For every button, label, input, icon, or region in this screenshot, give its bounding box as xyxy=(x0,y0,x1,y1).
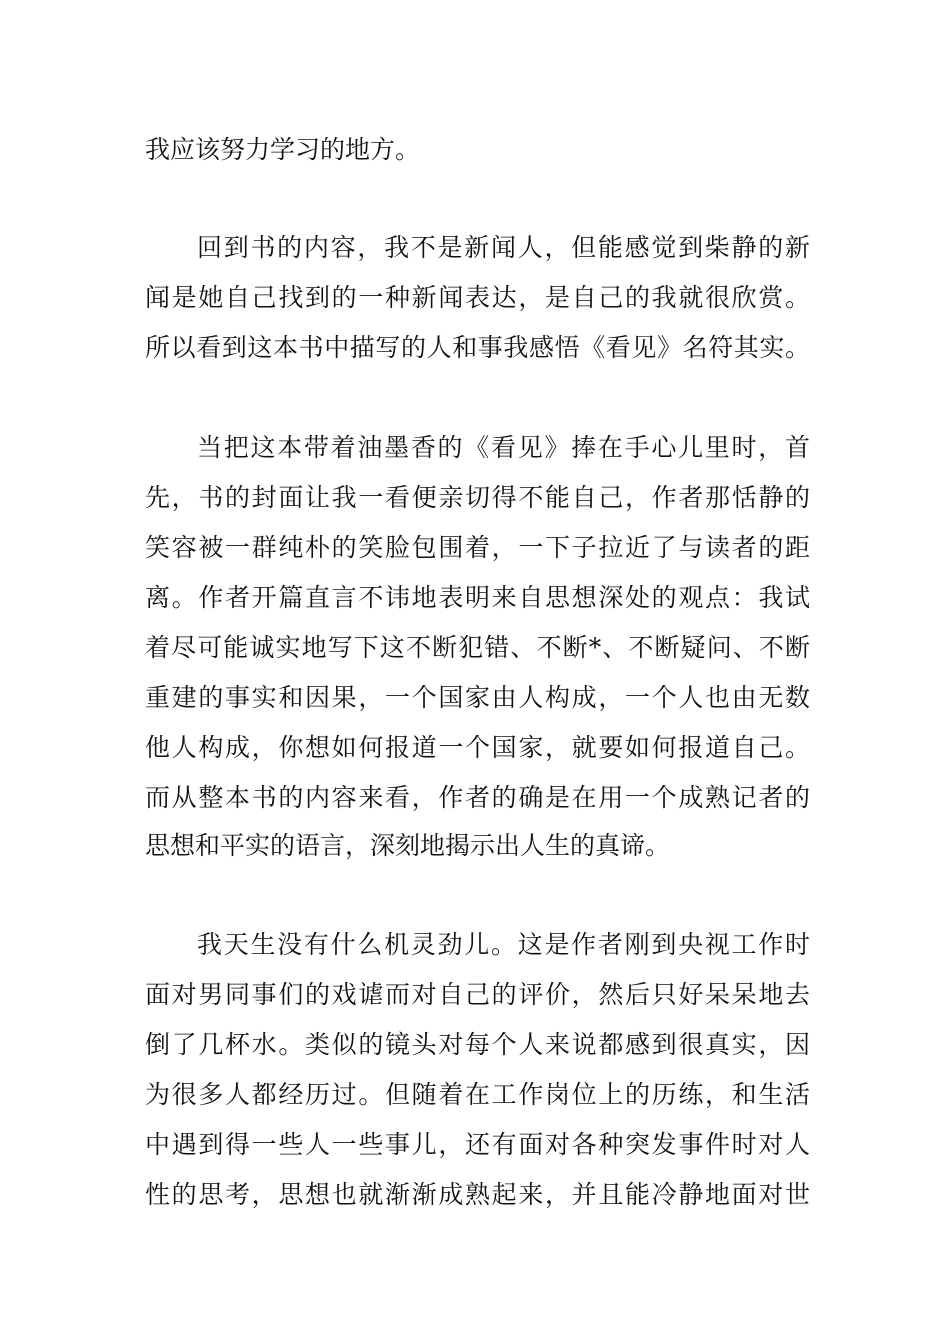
paragraph-line: 中遇到得一些人一些事儿，还有面对各种突发事件时对人 xyxy=(145,1130,810,1159)
paragraph-line: 为很多人都经历过。但随着在工作岗位上的历练，和生活 xyxy=(145,1080,810,1109)
paragraph-line: 先，书的封面让我一看便亲切得不能自己，作者那恬静的 xyxy=(145,483,810,512)
paragraph-line: 重建的事实和因果，一个国家由人构成，一个人也由无数 xyxy=(145,683,810,712)
paragraph-line: 所以看到这本书中描写的人和事我感悟《看见》名符其实。 xyxy=(145,333,810,362)
paragraph-line: 我天生没有什么机灵劲儿。这是作者刚到央视工作时 xyxy=(197,930,810,959)
paragraph-line: 他人构成，你想如何报道一个国家，就要如何报道自己。 xyxy=(145,733,810,762)
paragraph-line: 倒了几杯水。类似的镜头对每个人来说都感到很真实，因 xyxy=(145,1030,810,1059)
paragraph-line: 离。作者开篇直言不讳地表明来自思想深处的观点：我试 xyxy=(145,583,810,612)
paragraph-line: 性的思考，思想也就渐渐成熟起来，并且能冷静地面对世 xyxy=(145,1180,810,1209)
paragraph-line: 而从整本书的内容来看，作者的确是在用一个成熟记者的 xyxy=(145,783,810,812)
paragraph-line: 闻是她自己找到的一种新闻表达，是自己的我就很欣赏。 xyxy=(145,283,810,312)
paragraph-line: 着尽可能诚实地写下这不断犯错、不断*、不断疑问、不断 xyxy=(145,633,810,662)
paragraph-line: 我应该努力学习的地方。 xyxy=(145,135,421,164)
paragraph-line: 当把这本带着油墨香的《看见》捧在手心儿里时，首 xyxy=(197,433,810,462)
paragraph-line: 回到书的内容，我不是新闻人，但能感觉到柴静的新 xyxy=(197,233,810,262)
paragraph-line: 面对男同事们的戏谑而对自己的评价，然后只好呆呆地去 xyxy=(145,980,810,1009)
paragraph-line: 笑容被一群纯朴的笑脸包围着，一下子拉近了与读者的距 xyxy=(145,533,810,562)
paragraph-line: 思想和平实的语言，深刻地揭示出人生的真谛。 xyxy=(145,831,671,860)
